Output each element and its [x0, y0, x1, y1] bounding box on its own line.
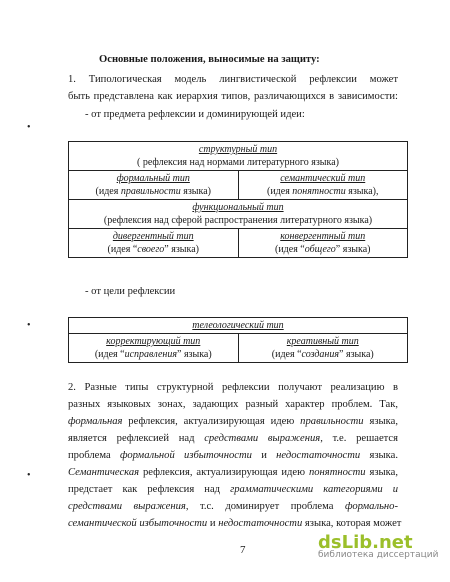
- goal-line: - от цели рефлексии: [85, 286, 176, 297]
- p2-l6a: Семантическая: [68, 467, 140, 478]
- p2-l8c: формально-: [344, 501, 398, 512]
- divergent-desc-it: своего: [137, 244, 165, 255]
- functional-desc: (рефлексия над сферой распространения литературного языка): [103, 215, 373, 226]
- para2-line-5: [68, 449, 398, 463]
- type-table-goal: [68, 317, 408, 363]
- p2-l5c: и: [251, 450, 277, 461]
- corrective-title: корректирующий тип: [106, 336, 201, 347]
- p2-l5d: недостаточности: [276, 450, 361, 461]
- para2-line-2: разных языковых зонах, задающих разный характер проблем. Так,: [68, 399, 398, 410]
- teleological-cell: [69, 318, 408, 334]
- intro-line-3: - от предмета рефлексии и доминирующей идеи:: [85, 109, 305, 120]
- p2-l9a: семантической избыточности: [68, 518, 208, 529]
- divergent-desc-post: ” языка): [164, 244, 199, 255]
- p2-l9d: языка, которая может: [302, 518, 402, 529]
- divergent-cell: [69, 229, 239, 258]
- para2-line-6: [68, 466, 398, 480]
- watermark-logo: dsLib.net: [318, 532, 413, 553]
- para2-line-4: [68, 432, 398, 446]
- p2-l4b: средствами выражения: [204, 433, 321, 444]
- para2-line-9: [68, 517, 402, 531]
- formal-title: формальный тип: [116, 173, 190, 184]
- convergent-desc-post: ” языка): [335, 244, 371, 255]
- divergent-desc-pre: (идея “: [107, 244, 138, 255]
- p2-l5b: формальной избыточности: [119, 450, 252, 461]
- intro-line-1: 1. Типологическая модель лингвистической рефлексии может: [68, 74, 398, 85]
- p2-l3c: рефлексия, актуализирующая идею: [122, 416, 301, 427]
- margin-mark-3: •: [27, 470, 31, 481]
- p2-l6c: понятности: [308, 467, 366, 478]
- watermark-subtitle: библиотека диссертаций: [318, 550, 439, 560]
- margin-mark-2: •: [27, 320, 31, 331]
- structural-desc: ( рефлексия над нормами литературного языка): [136, 157, 340, 168]
- semantic-desc-post: языка),: [345, 186, 379, 197]
- p2-l4a: является рефлексией над: [68, 433, 205, 444]
- para2-line-3: [68, 415, 398, 429]
- p2-l5e: языка.: [360, 450, 398, 461]
- creative-cell: [238, 334, 408, 363]
- p2-l8b: , т.с. доминирует проблема: [185, 501, 345, 512]
- creative-desc-post: ” языка): [339, 349, 374, 360]
- p2-l7b: грамматическими категориями и: [230, 484, 398, 495]
- p2-l3e: языка,: [363, 416, 398, 427]
- para2-line-8: [68, 500, 398, 514]
- p2-l8a: средствами выражения: [68, 501, 186, 512]
- structural-cell: [69, 142, 408, 171]
- creative-desc-pre: (идея “: [271, 349, 302, 360]
- convergent-desc-it: общего: [304, 244, 336, 255]
- type-table-subject: [68, 141, 408, 258]
- semantic-desc-pre: (идея: [266, 186, 293, 197]
- p2-l5a: проблема: [68, 450, 120, 461]
- para2-line-7: [68, 483, 398, 497]
- p2-l9b: и: [207, 518, 219, 529]
- corrective-desc-it: исправления: [124, 349, 177, 360]
- teleological-title: телеологический тип: [192, 320, 284, 331]
- functional-cell: [69, 200, 408, 229]
- formal-desc-post: языка): [180, 186, 211, 197]
- creative-title: креативный тип: [286, 336, 359, 347]
- convergent-desc-pre: (идея “: [275, 244, 305, 255]
- page-number: 7: [240, 544, 246, 556]
- intro-line-2: быть представлена как иерархия типов, различающихся в зависимости:: [68, 91, 398, 102]
- p2-l3b: формальная: [68, 416, 123, 427]
- convergent-title: конвергентный тип: [280, 231, 366, 242]
- p2-l4c: , т.е. решается: [320, 433, 399, 444]
- corrective-cell: [69, 334, 239, 363]
- creative-desc-it: создания: [301, 349, 340, 360]
- p2-l6b: рефлексия, актуализирующая идею: [139, 467, 309, 478]
- semantic-title: семантический тип: [280, 173, 366, 184]
- semantic-cell: [238, 171, 408, 200]
- para2-line-1: 2. Разные типы структурной рефлексии получают реализацию в: [68, 382, 398, 393]
- formal-desc-it: правильности: [120, 186, 181, 197]
- p2-l3d: правильности: [300, 416, 364, 427]
- corrective-desc-pre: (идея “: [94, 349, 125, 360]
- corrective-desc-post: ” языка): [177, 349, 212, 360]
- formal-desc-pre: (идея: [95, 186, 121, 197]
- convergent-cell: [238, 229, 408, 258]
- p2-l9c: недостаточности: [218, 518, 303, 529]
- divergent-title: дивергентный тип: [112, 231, 194, 242]
- margin-mark-1: •: [27, 122, 31, 133]
- structural-title: структурный тип: [198, 144, 278, 155]
- p2-l7a: предстает как рефлексия над: [68, 484, 231, 495]
- p2-l6d: языка,: [365, 467, 398, 478]
- semantic-desc-it: понятности: [292, 186, 346, 197]
- section-heading: Основные положения, выносимые на защиту:: [99, 54, 320, 65]
- formal-cell: [69, 171, 239, 200]
- functional-title: функциональный тип: [192, 202, 284, 213]
- watermark[interactable]: [318, 532, 438, 560]
